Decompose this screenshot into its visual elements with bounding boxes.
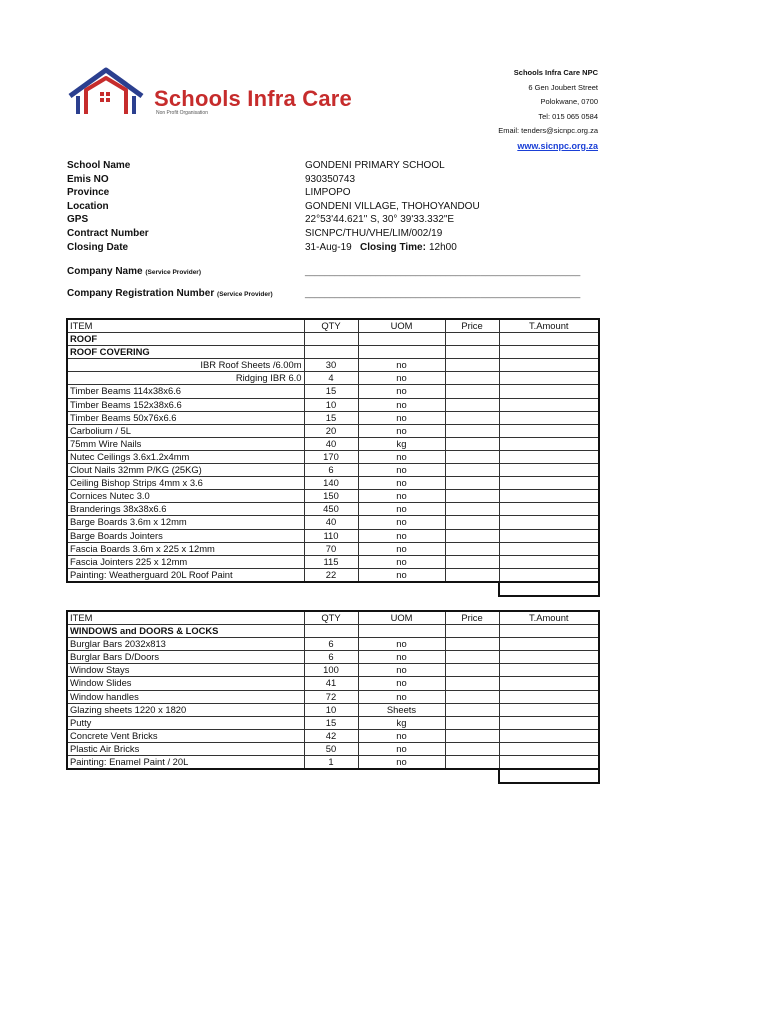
- item-uom: no: [358, 516, 445, 529]
- empty-cell: [358, 582, 445, 596]
- school-house-icon: [66, 66, 150, 120]
- table-row: [67, 477, 599, 490]
- item-uom: no: [358, 742, 445, 755]
- price-input[interactable]: [445, 568, 499, 582]
- item-qty: 15: [304, 716, 358, 729]
- price-input[interactable]: [445, 742, 499, 755]
- info-label: GPS: [67, 214, 89, 226]
- item-uom: Sheets: [358, 703, 445, 716]
- table-row: [67, 424, 599, 437]
- table-row: [67, 464, 599, 477]
- org-city: Polokwane, 0700: [540, 97, 598, 106]
- amount-input[interactable]: [499, 450, 599, 463]
- table-row: [67, 542, 599, 555]
- amount-input[interactable]: [499, 437, 599, 450]
- empty-cell: [304, 333, 358, 346]
- item-description: Branderings 38x38x6.6: [67, 503, 304, 516]
- item-description: Window Stays: [67, 664, 304, 677]
- item-uom: no: [358, 729, 445, 742]
- item-uom: no: [358, 503, 445, 516]
- item-qty: 20: [304, 424, 358, 437]
- table-row: [67, 555, 599, 568]
- price-input[interactable]: [445, 651, 499, 664]
- amount-input[interactable]: [499, 677, 599, 690]
- price-input[interactable]: [445, 424, 499, 437]
- item-uom: no: [358, 424, 445, 437]
- item-description: Burglar Bars D/Doors: [67, 651, 304, 664]
- price-input[interactable]: [445, 555, 499, 568]
- empty-cell: [445, 333, 499, 346]
- price-input[interactable]: [445, 542, 499, 555]
- item-qty: 10: [304, 703, 358, 716]
- price-input[interactable]: [445, 411, 499, 424]
- price-input[interactable]: [445, 359, 499, 372]
- item-description: Barge Boards 3.6m x 12mm: [67, 516, 304, 529]
- section-windows-doors-locks: [67, 625, 599, 638]
- table-row: [67, 411, 599, 424]
- item-uom: no: [358, 464, 445, 477]
- price-input[interactable]: [445, 690, 499, 703]
- table-row: [67, 742, 599, 755]
- item-description: Barge Boards Jointers: [67, 529, 304, 542]
- info-block: [67, 159, 607, 254]
- amount-input[interactable]: [499, 490, 599, 503]
- item-description: Fascia Jointers 225 x 12mm: [67, 555, 304, 568]
- item-description: Window handles: [67, 690, 304, 703]
- empty-cell: [67, 582, 304, 596]
- item-qty: 110: [304, 529, 358, 542]
- empty-cell: [499, 333, 599, 346]
- item-uom: no: [358, 690, 445, 703]
- price-input[interactable]: [445, 437, 499, 450]
- item-uom: no: [358, 568, 445, 582]
- table-row: [67, 490, 599, 503]
- logo-text: Schools Infra Care: [154, 86, 352, 111]
- table-row: [67, 664, 599, 677]
- empty-cell: [499, 346, 599, 359]
- amount-input[interactable]: [499, 568, 599, 582]
- table-row: [67, 503, 599, 516]
- item-qty: 100: [304, 664, 358, 677]
- item-qty: 15: [304, 411, 358, 424]
- price-input[interactable]: [445, 490, 499, 503]
- amount-input[interactable]: [499, 638, 599, 651]
- amount-input[interactable]: [499, 411, 599, 424]
- price-input[interactable]: [445, 477, 499, 490]
- item-uom: no: [358, 398, 445, 411]
- item-qty: 4: [304, 372, 358, 385]
- item-description: Timber Beams 152x38x6.6: [67, 398, 304, 411]
- price-input[interactable]: [445, 638, 499, 651]
- closing-time-label: Closing Time:: [360, 241, 426, 253]
- empty-cell: [499, 625, 599, 638]
- table-row: [67, 450, 599, 463]
- section-roof: [67, 333, 599, 346]
- table-row: [67, 529, 599, 542]
- company-reg-label: Company Registration Number: [67, 288, 215, 299]
- info-label: Emis NO: [67, 173, 109, 185]
- item-description: Carbolium / 5L: [67, 424, 304, 437]
- amount-input[interactable]: [499, 542, 599, 555]
- table-row: [67, 651, 599, 664]
- org-contact: [378, 66, 598, 153]
- table-row: [67, 372, 599, 385]
- item-uom: no: [358, 542, 445, 555]
- empty-cell: [304, 346, 358, 359]
- header-item: ITEM: [67, 319, 304, 333]
- info-value: 930350743: [305, 173, 356, 185]
- amount-input[interactable]: [499, 529, 599, 542]
- org-website-link[interactable]: www.sicnpc.org.za: [517, 140, 598, 151]
- empty-cell: [445, 346, 499, 359]
- item-qty: 72: [304, 690, 358, 703]
- table-row: [67, 568, 599, 582]
- item-uom: no: [358, 359, 445, 372]
- table-row: [67, 385, 599, 398]
- item-qty: 22: [304, 568, 358, 582]
- empty-cell: [445, 769, 499, 783]
- header-price: Price: [445, 319, 499, 333]
- item-description: Glazing sheets 1220 x 1820: [67, 703, 304, 716]
- item-description: Putty: [67, 716, 304, 729]
- item-qty: 10: [304, 398, 358, 411]
- subsection-roof-covering-label: ROOF COVERING: [67, 346, 304, 359]
- info-label: Contract Number: [67, 227, 149, 239]
- empty-cell: [304, 582, 358, 596]
- table-header-row: [67, 611, 599, 625]
- header-item: ITEM: [67, 611, 304, 625]
- item-qty: 1: [304, 756, 358, 770]
- amount-input[interactable]: [499, 703, 599, 716]
- price-input[interactable]: [445, 372, 499, 385]
- price-input[interactable]: [445, 664, 499, 677]
- price-input[interactable]: [445, 703, 499, 716]
- item-uom: no: [358, 477, 445, 490]
- item-uom: no: [358, 529, 445, 542]
- item-description: Plastic Air Bricks: [67, 742, 304, 755]
- info-value: LIMPOPO: [305, 187, 351, 199]
- amount-input[interactable]: [499, 477, 599, 490]
- item-description: Nutec Ceilings 3.6x1.2x4mm: [67, 450, 304, 463]
- amount-input[interactable]: [499, 664, 599, 677]
- item-qty: 170: [304, 450, 358, 463]
- item-qty: 6: [304, 638, 358, 651]
- header-uom: UOM: [358, 611, 445, 625]
- table-row: [67, 677, 599, 690]
- price-input[interactable]: [445, 729, 499, 742]
- item-uom: no: [358, 490, 445, 503]
- item-uom: no: [358, 450, 445, 463]
- amount-input[interactable]: [499, 555, 599, 568]
- header-amount: T.Amount: [499, 319, 599, 333]
- amount-input[interactable]: [499, 503, 599, 516]
- info-value: GONDENI PRIMARY SCHOOL: [305, 160, 445, 171]
- info-value: 22°53'44.621" S, 30° 39'33.332"E: [305, 214, 455, 226]
- item-qty: 450: [304, 503, 358, 516]
- header-qty: QTY: [304, 319, 358, 333]
- amount-input[interactable]: [499, 359, 599, 372]
- company-reg-row: [67, 287, 607, 301]
- company-reg-note: (Service Provider): [217, 291, 273, 298]
- header-qty: QTY: [304, 611, 358, 625]
- empty-cell: [304, 769, 358, 783]
- table-row: [67, 703, 599, 716]
- table-row: [67, 516, 599, 529]
- total-amount-input[interactable]: [499, 769, 599, 783]
- amount-input[interactable]: [499, 729, 599, 742]
- org-name: Schools Infra Care NPC: [513, 68, 598, 77]
- price-input[interactable]: [445, 716, 499, 729]
- amount-input[interactable]: [499, 716, 599, 729]
- closing-time-value: 12h00: [429, 241, 457, 253]
- item-description: Ceiling Bishop Strips 4mm x 3.6: [67, 477, 304, 490]
- price-input[interactable]: [445, 677, 499, 690]
- total-row: [67, 769, 599, 783]
- item-description: Concrete Vent Bricks: [67, 729, 304, 742]
- company-name-row: [67, 265, 607, 279]
- table-row: [67, 359, 599, 372]
- section-roof-label: ROOF: [67, 333, 304, 346]
- item-qty: 40: [304, 437, 358, 450]
- amount-input[interactable]: [499, 385, 599, 398]
- item-qty: 115: [304, 555, 358, 568]
- section-windows-doors-locks-label: WINDOWS and DOORS & LOCKS: [67, 625, 304, 638]
- company-reg-input[interactable]: _______________________________________________________: [305, 288, 581, 298]
- price-input[interactable]: [445, 398, 499, 411]
- item-description: Fascia Boards 3.6m x 225 x 12mm: [67, 542, 304, 555]
- amount-input[interactable]: [499, 690, 599, 703]
- company-name-input[interactable]: _______________________________________________________: [305, 266, 581, 276]
- item-uom: no: [358, 555, 445, 568]
- amount-input[interactable]: [499, 742, 599, 755]
- total-amount-input[interactable]: [499, 582, 599, 596]
- info-value: 31-Aug-19: [305, 241, 352, 253]
- price-input[interactable]: [445, 503, 499, 516]
- amount-input[interactable]: [499, 464, 599, 477]
- item-description: Clout Nails 32mm P/KG (25KG): [67, 464, 304, 477]
- info-value: SICNPC/THU/VHE/LIM/002/19: [305, 227, 443, 239]
- item-qty: 42: [304, 729, 358, 742]
- org-tel: Tel: 015 065 0584: [538, 111, 598, 121]
- table-row: [67, 716, 599, 729]
- item-description: Timber Beams 50x76x6.6: [67, 411, 304, 424]
- item-description: Burglar Bars 2032x813: [67, 638, 304, 651]
- header-price: Price: [445, 611, 499, 625]
- table-header-row: [67, 319, 599, 333]
- item-qty: 40: [304, 516, 358, 529]
- info-label: Location: [67, 200, 109, 212]
- price-input[interactable]: [445, 516, 499, 529]
- item-uom: no: [358, 756, 445, 770]
- empty-cell: [358, 333, 445, 346]
- info-label: School Name: [67, 160, 131, 171]
- empty-cell: [445, 582, 499, 596]
- logo-subtitle: Non Profit Organisation: [156, 110, 208, 116]
- item-description: Ridging IBR 6.0: [67, 372, 304, 385]
- item-description: IBR Roof Sheets /6.00m: [67, 359, 304, 372]
- table-row: [67, 437, 599, 450]
- item-uom: no: [358, 411, 445, 424]
- amount-input[interactable]: [499, 424, 599, 437]
- price-input[interactable]: [445, 529, 499, 542]
- table-row: [67, 690, 599, 703]
- item-uom: no: [358, 385, 445, 398]
- amount-input[interactable]: [499, 756, 599, 770]
- empty-cell: [358, 625, 445, 638]
- info-value: GONDENI VILLAGE, THOHOYANDOU: [305, 200, 480, 212]
- empty-cell: [358, 346, 445, 359]
- empty-cell: [304, 625, 358, 638]
- item-description: Window Slides: [67, 677, 304, 690]
- item-uom: no: [358, 651, 445, 664]
- org-email[interactable]: Email: tenders@sicnpc.org.za: [498, 126, 598, 135]
- price-input[interactable]: [445, 464, 499, 477]
- logo: [66, 66, 366, 126]
- company-name-label: Company Name: [67, 266, 143, 277]
- price-input[interactable]: [445, 450, 499, 463]
- item-qty: 140: [304, 477, 358, 490]
- item-description: Painting: Weatherguard 20L Roof Paint: [67, 568, 304, 582]
- windows-items-table: [66, 610, 600, 784]
- amount-input[interactable]: [499, 651, 599, 664]
- header-uom: UOM: [358, 319, 445, 333]
- price-input[interactable]: [445, 756, 499, 770]
- item-uom: no: [358, 664, 445, 677]
- item-description: Painting: Enamel Paint / 20L: [67, 756, 304, 770]
- empty-cell: [358, 769, 445, 783]
- item-qty: 30: [304, 359, 358, 372]
- info-label: Province: [67, 187, 110, 199]
- subsection-roof-covering: [67, 346, 599, 359]
- empty-cell: [445, 625, 499, 638]
- header-amount: T.Amount: [499, 611, 599, 625]
- item-qty: 70: [304, 542, 358, 555]
- price-input[interactable]: [445, 385, 499, 398]
- item-qty: 50: [304, 742, 358, 755]
- info-label: Closing Date: [67, 241, 129, 253]
- item-uom: kg: [358, 716, 445, 729]
- item-description: 75mm Wire Nails: [67, 437, 304, 450]
- item-uom: no: [358, 638, 445, 651]
- amount-input[interactable]: [499, 372, 599, 385]
- table-row: [67, 756, 599, 770]
- item-uom: no: [358, 372, 445, 385]
- item-qty: 6: [304, 651, 358, 664]
- item-qty: 6: [304, 464, 358, 477]
- item-qty: 150: [304, 490, 358, 503]
- item-uom: kg: [358, 437, 445, 450]
- item-description: Cornices Nutec 3.0: [67, 490, 304, 503]
- item-qty: 15: [304, 385, 358, 398]
- total-row: [67, 582, 599, 596]
- empty-cell: [67, 769, 304, 783]
- company-name-note: (Service Provider): [145, 269, 201, 276]
- table-row: [67, 638, 599, 651]
- table-row: [67, 398, 599, 411]
- amount-input[interactable]: [499, 516, 599, 529]
- org-address: 6 Gen Joubert Street: [528, 82, 598, 92]
- roof-items-table: [66, 318, 600, 597]
- item-description: Timber Beams 114x38x6.6: [67, 385, 304, 398]
- item-qty: 41: [304, 677, 358, 690]
- item-uom: no: [358, 677, 445, 690]
- amount-input[interactable]: [499, 398, 599, 411]
- table-row: [67, 729, 599, 742]
